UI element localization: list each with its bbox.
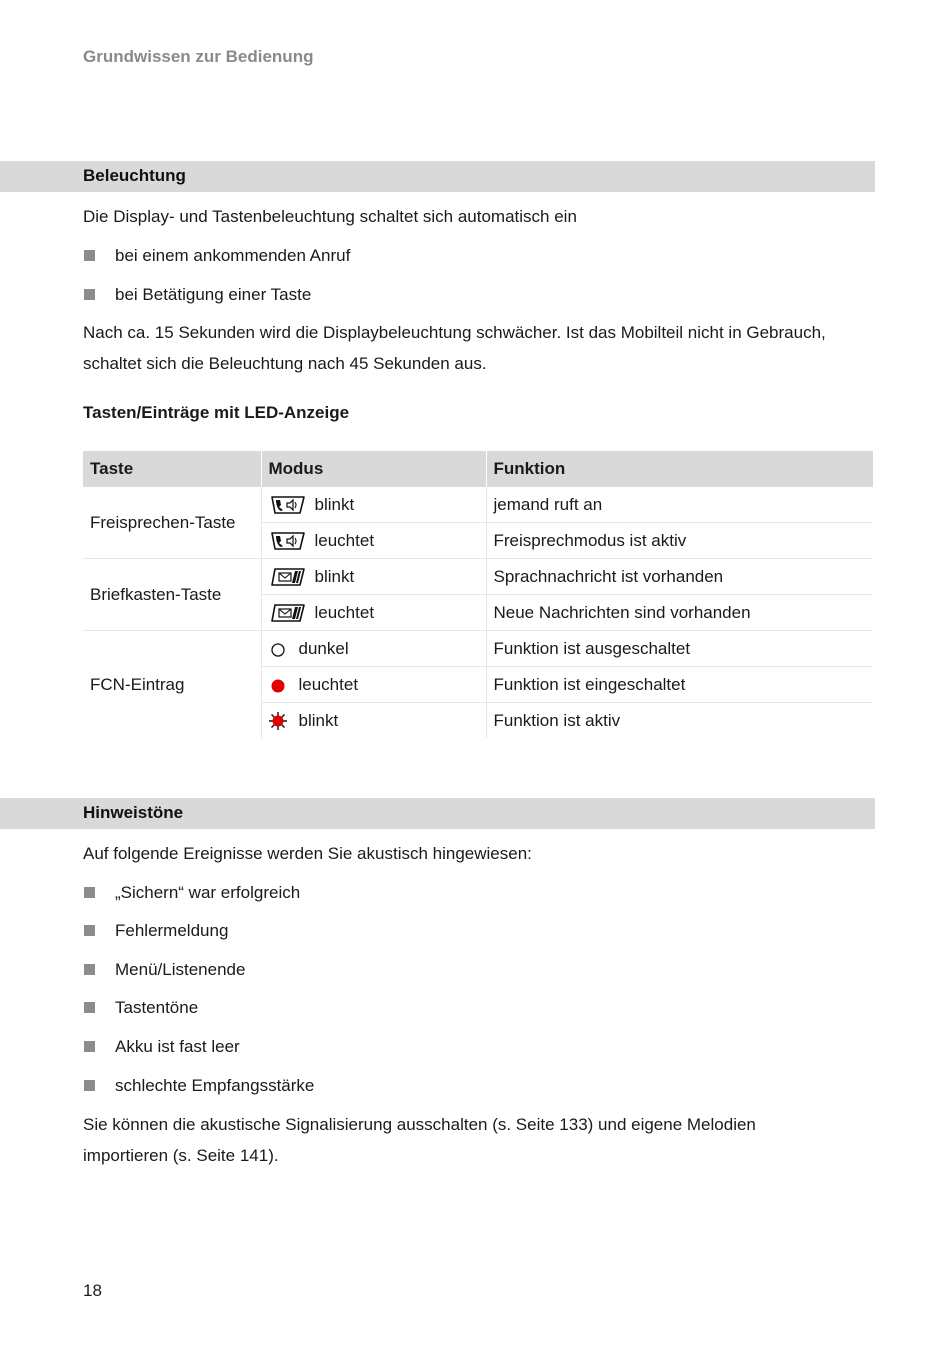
bullet-square-icon [84, 289, 95, 300]
modus-cell: leuchtet [261, 595, 486, 631]
funktion-cell: Sprachnachricht ist vorhanden [486, 559, 873, 595]
bullet-square-icon [84, 1080, 95, 1091]
bullet-square-icon [84, 1002, 95, 1013]
modus-cell: dunkel [261, 631, 486, 667]
funktion-cell: Funktion ist aktiv [486, 703, 873, 739]
speaker-key-icon [269, 532, 307, 550]
modus-cell: leuchtet [261, 523, 486, 559]
column-header-taste: Taste [83, 451, 261, 487]
section-title: Beleuchtung [83, 166, 186, 185]
page-number: 18 [83, 1281, 102, 1300]
funktion-cell: Funktion ist eingeschaltet [486, 667, 873, 703]
body-text: Nach ca. 15 Sekunden wird die Displaybeleuchtung schwächer. Ist das Mobilteil nicht in Gebrauch, schaltet sich die Beleuchtung nach 45 Sekunden aus. [83, 323, 826, 373]
table-row [83, 631, 873, 667]
modus-cell: blinkt [261, 703, 486, 739]
mailbox-key-icon [269, 604, 307, 622]
body-text: Sie können die akustische Signalisierung ausschalten (s. Seite 133) und eigene Melodien importieren (s. Seite 141). [83, 1115, 756, 1165]
section-title: Hinweistöne [83, 803, 184, 822]
taste-cell: FCN-Eintrag [90, 674, 185, 694]
section-bar-hinweistoene [0, 798, 875, 829]
bullet-square-icon [84, 964, 95, 975]
funktion-cell: Freisprechmodus ist aktiv [486, 523, 873, 559]
funktion-cell: Funktion ist ausgeschaltet [486, 631, 873, 667]
taste-cell: Briefkasten-Taste [83, 559, 261, 631]
speaker-key-icon [269, 496, 307, 514]
table-header-row [83, 451, 873, 487]
column-header-modus: Modus [261, 451, 486, 487]
intro-text: Die Display- und Tastenbeleuchtung schaltet sich automatisch ein [83, 207, 577, 226]
modus-cell: leuchtet [261, 667, 486, 703]
led-on-icon [269, 676, 291, 694]
led-table [83, 451, 874, 738]
bullet-square-icon [84, 887, 95, 898]
funktion-cell: Neue Nachrichten sind vorhanden [486, 595, 873, 631]
bullet-square-icon [84, 250, 95, 261]
intro-text: Auf folgende Ereignisse werden Sie akustisch hingewiesen: [83, 844, 532, 863]
taste-cell: Freisprechen-Taste [83, 487, 261, 559]
section-bar-beleuchtung [0, 161, 875, 192]
modus-cell: blinkt [261, 559, 486, 595]
subheading: Tasten/Einträge mit LED-Anzeige [83, 403, 350, 422]
led-off-icon [269, 640, 291, 658]
funktion-cell: jemand ruft an [486, 487, 873, 523]
table-row [83, 487, 873, 523]
column-header-funktion: Funktion [486, 451, 873, 487]
led-blink-icon [269, 711, 291, 731]
bullet-square-icon [84, 925, 95, 936]
table-row [83, 559, 873, 595]
running-header: Grundwissen zur Bedienung [83, 47, 314, 66]
modus-cell: blinkt [261, 487, 486, 523]
bullet-square-icon [84, 1041, 95, 1052]
mailbox-key-icon [269, 568, 307, 586]
